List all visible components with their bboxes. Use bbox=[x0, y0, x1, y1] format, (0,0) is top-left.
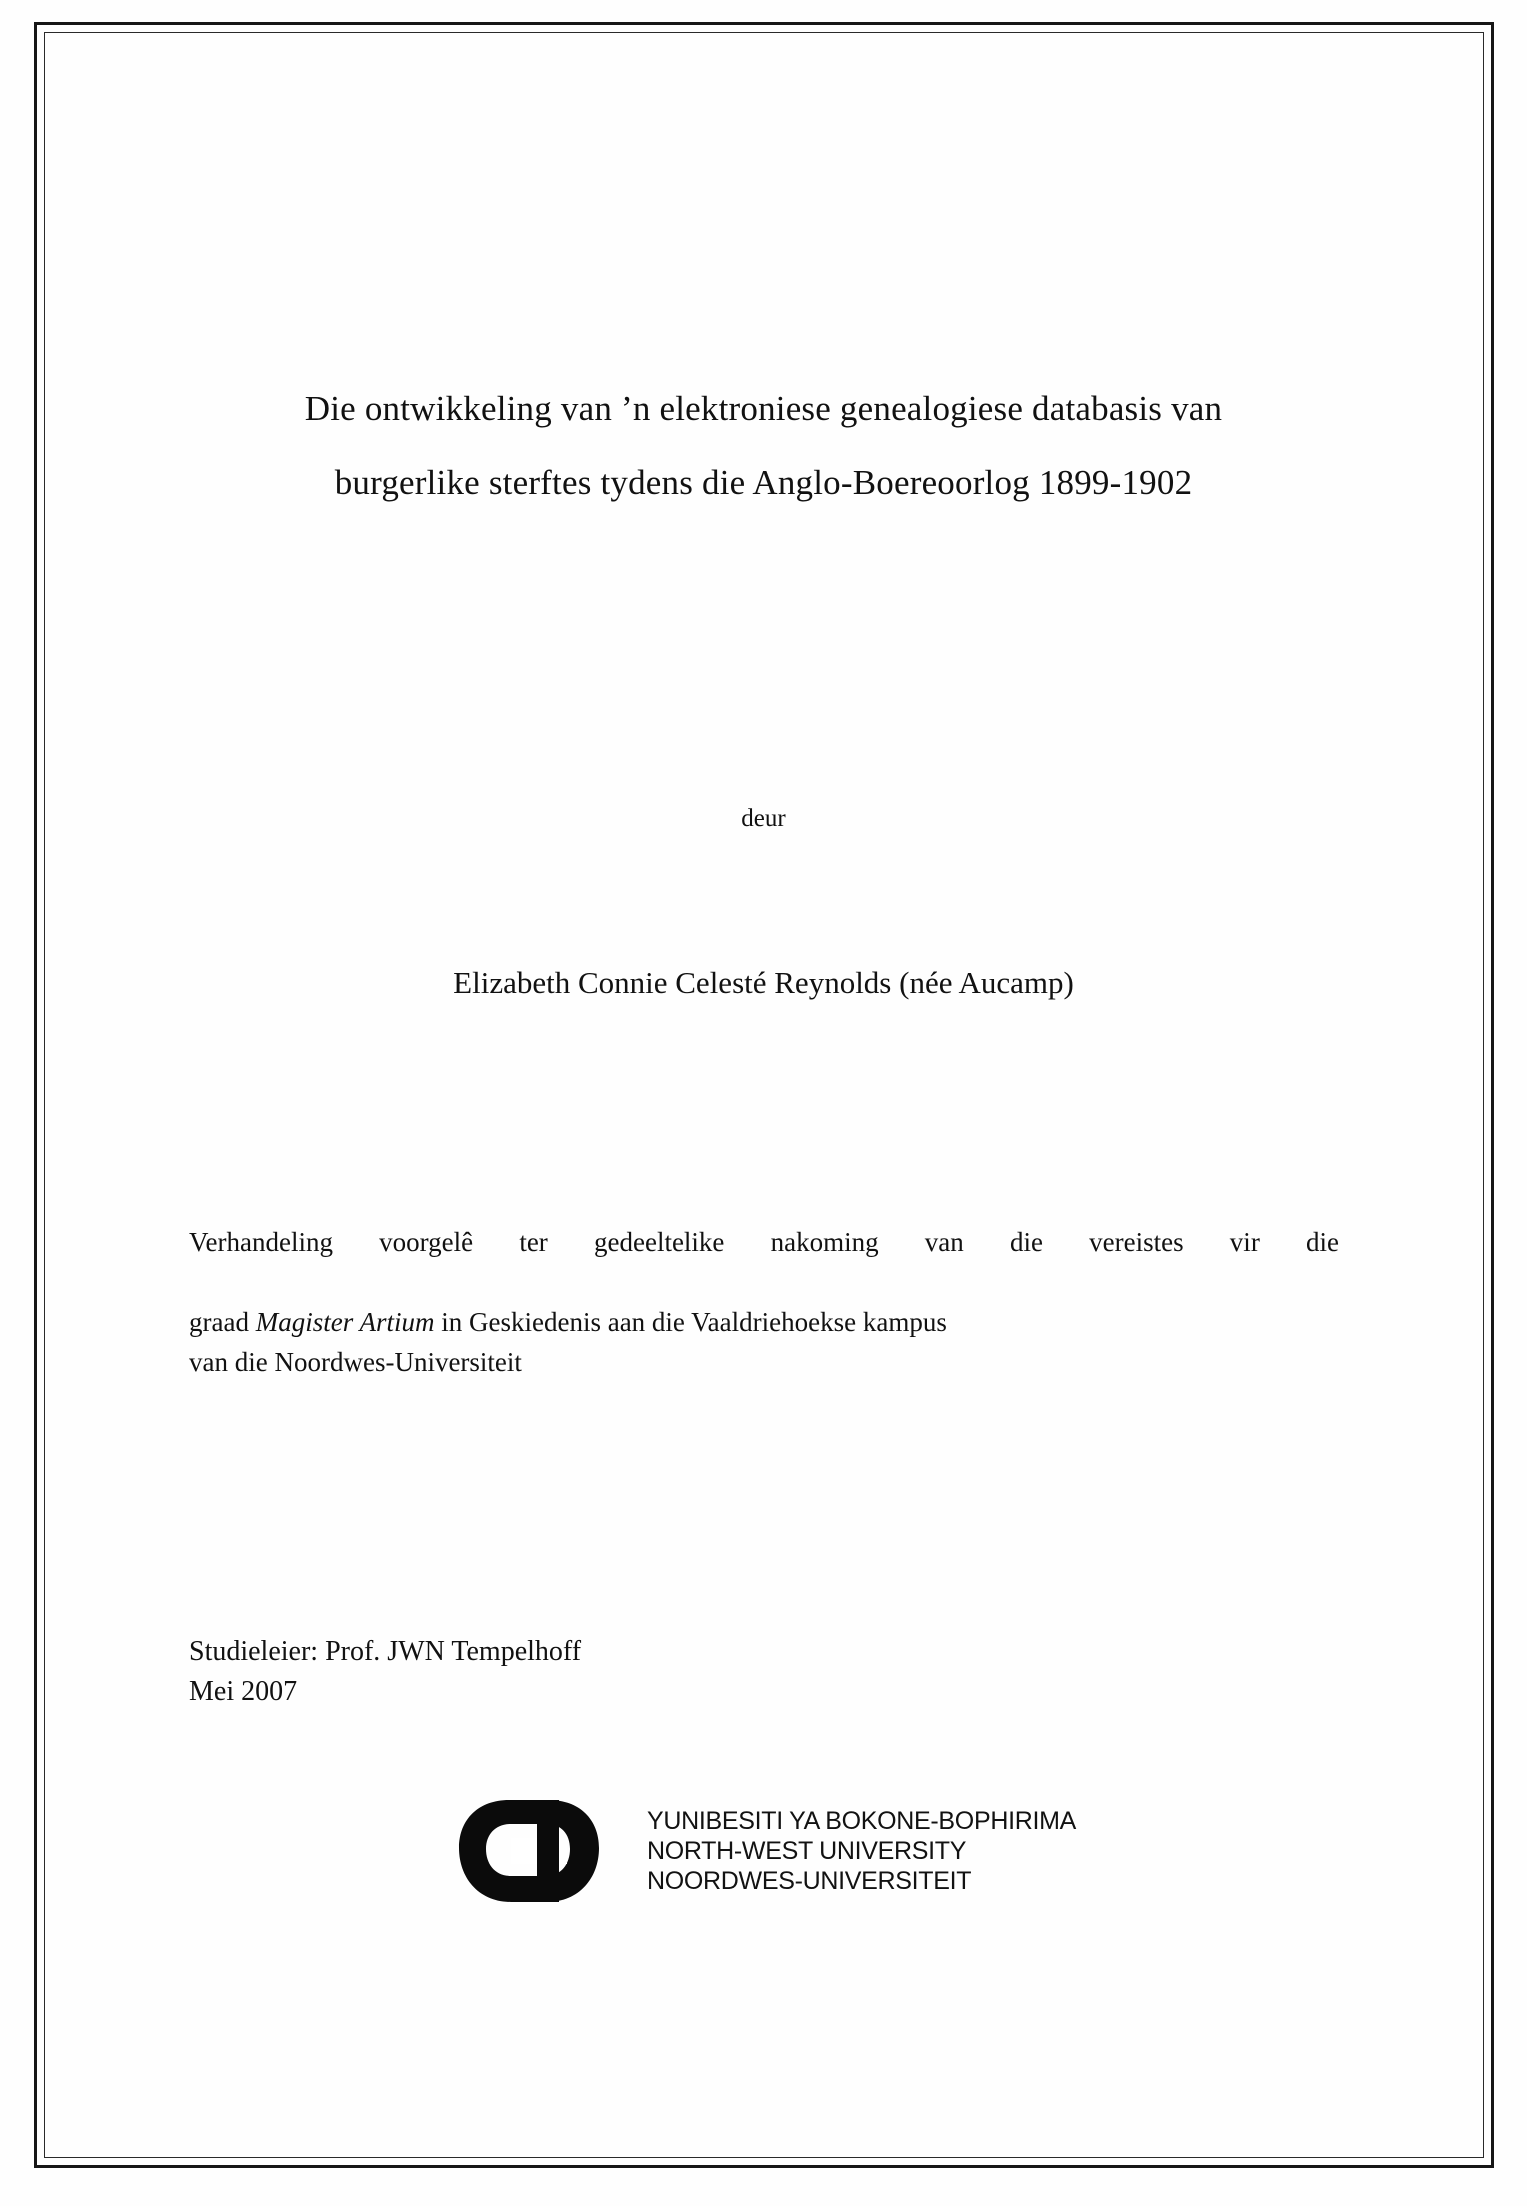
logo-line-2: NORTH-WEST UNIVERSITY bbox=[646, 1837, 967, 1865]
page-title bbox=[186, 372, 1341, 520]
logo-line-3: NOORDWES-UNIVERSITEIT bbox=[646, 1867, 972, 1895]
submission-date: Mei 2007 bbox=[189, 1676, 298, 1707]
degree-statement-line-2 bbox=[189, 1302, 1339, 1342]
by-label: deur bbox=[741, 805, 786, 832]
logo-line-1: YUNIBESITI YA BOKONE-BOPHIRIMA bbox=[646, 1807, 1077, 1835]
north-west-university-logo-icon bbox=[451, 1792, 635, 1910]
title-page-content bbox=[186, 0, 1341, 2206]
author-name: Elizabeth Connie Celesté Reynolds (née Aucamp) bbox=[453, 965, 1074, 1000]
degree-statement-line-2-suffix: in Geskiedenis aan die Vaaldriehoekse kampus bbox=[434, 1307, 947, 1337]
degree-statement-line-2-prefix: graad bbox=[189, 1307, 256, 1337]
university-logo-block bbox=[186, 1792, 1341, 1910]
title-line-1: Die ontwikkeling van ’n elektroniese genealogiese databasis van bbox=[304, 389, 1223, 428]
degree-name: Magister Artium bbox=[255, 1307, 435, 1337]
degree-statement-line-1: Verhandeling voorgelê ter gedeeltelike nakoming van die vereistes vir die bbox=[189, 1227, 1339, 1257]
supervisor-block bbox=[189, 1632, 1089, 1712]
supervisor-name: Studieleier: Prof. JWN Tempelhoff bbox=[189, 1636, 582, 1667]
university-logo-text bbox=[647, 1806, 1076, 1896]
degree-statement bbox=[189, 1222, 1339, 1382]
title-line-2: burgerlike sterftes tydens die Anglo-Boereoorlog 1899-1902 bbox=[334, 463, 1193, 502]
degree-statement-line-3: van die Noordwes-Universiteit bbox=[189, 1347, 522, 1377]
